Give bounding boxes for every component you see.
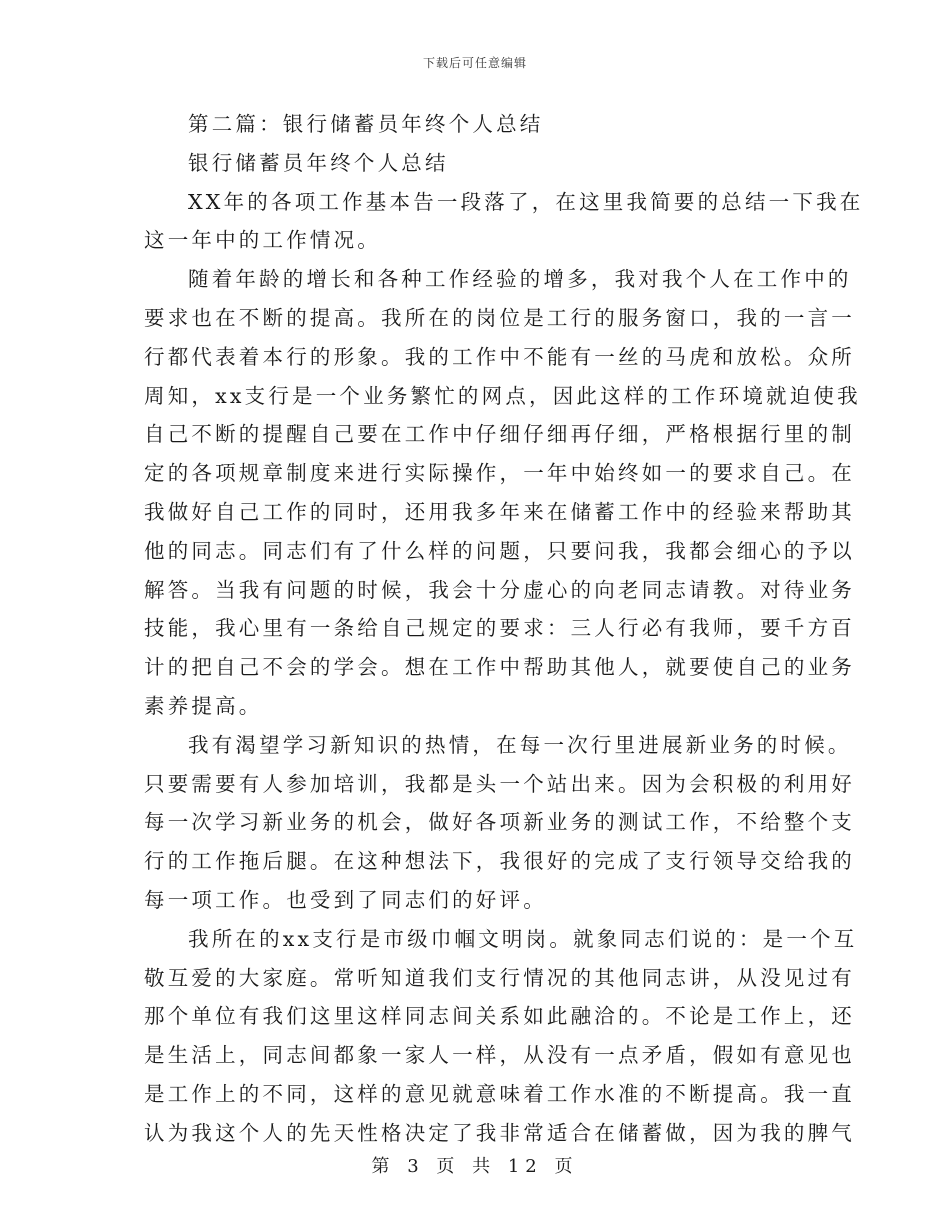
text-line: 我所在的xx支行是市级巾帼文明岗。就象同志们说的：是一个互 [188,926,858,951]
text-line: 那个单位有我们这里这样同志间关系如此融洽的。不论是工作上，还 [144,1004,855,1029]
page-header: 下载后可任意编辑 [422,56,527,70]
text-line: 是工作上的不同，这样的意见就意味着工作水准的不断提高。我一直 [144,1081,855,1106]
text-line: 周知，xx支行是一个业务繁忙的网点，因此这样的工作环境就迫使我 [144,383,861,408]
text-line: 素养提高。 [144,693,263,718]
text-line: 他的同志。同志们有了什么样的问题，只要问我，我都会细心的予以 [144,538,855,563]
text-line: 是生活上，同志间都象一家人一样，从没有一点矛盾，假如有意见也 [144,1043,855,1068]
text-line: 我有渴望学习新知识的热情，在每一次行里进展新业务的时候。 [188,732,852,757]
text-line: 这一年中的工作情况。 [144,228,381,253]
text-line: 每一次学习新业务的机会，做好各项新业务的测试工作，不给整个支 [144,810,855,835]
document-title: 银行储蓄员年终个人总结 [188,150,449,175]
text-line: 只要需要有人参加培训，我都是头一个站出来。因为会积极的利用好 [144,771,855,796]
text-line: 随着年龄的增长和各种工作经验的增多，我对我个人在工作中的 [188,267,852,292]
document-body [144,105,864,1153]
text-line: 自己不断的提醒自己要在工作中仔细仔细再仔细，严格根据行里的制 [144,422,855,447]
text-line: 计的把自己不会的学会。想在工作中帮助其他人，就要使自己的业务 [144,655,855,680]
page-number-footer: 第 3 页 共 12 页 [371,1156,579,1177]
text-line: 解答。当我有问题的时候，我会十分虚心的向老同志请教。对待业务 [144,577,855,602]
text-line: 要求也在不断的提高。我所在的岗位是工行的服务窗口，我的一言一 [144,305,855,330]
text-line: XX年的各项工作基本告一段落了，在这里我简要的总结一下我在 [188,189,864,214]
section-title: 第二篇：银行储蓄员年终个人总结 [188,112,544,136]
text-line: 敬互爱的大家庭。常听知道我们支行情况的其他同志讲，从没见过有 [144,965,855,990]
text-line: 我做好自己工作的同时，还用我多年来在储蓄工作中的经验来帮助其 [144,499,855,524]
text-line: 定的各项规章制度来进行实际操作，一年中始终如一的要求自己。在 [144,461,855,486]
text-line: 认为我这个人的先天性格决定了我非常适合在储蓄做，因为我的脾气 [144,1120,855,1145]
text-line: 行的工作拖后腿。在这种想法下，我很好的完成了支行领导交给我的 [144,849,855,874]
text-line: 技能，我心里有一条给自己规定的要求：三人行必有我师，要千方百 [144,616,855,641]
text-line: 每一项工作。也受到了同志们的好评。 [144,887,547,912]
text-line: 行都代表着本行的形象。我的工作中不能有一丝的马虎和放松。众所 [144,344,855,369]
